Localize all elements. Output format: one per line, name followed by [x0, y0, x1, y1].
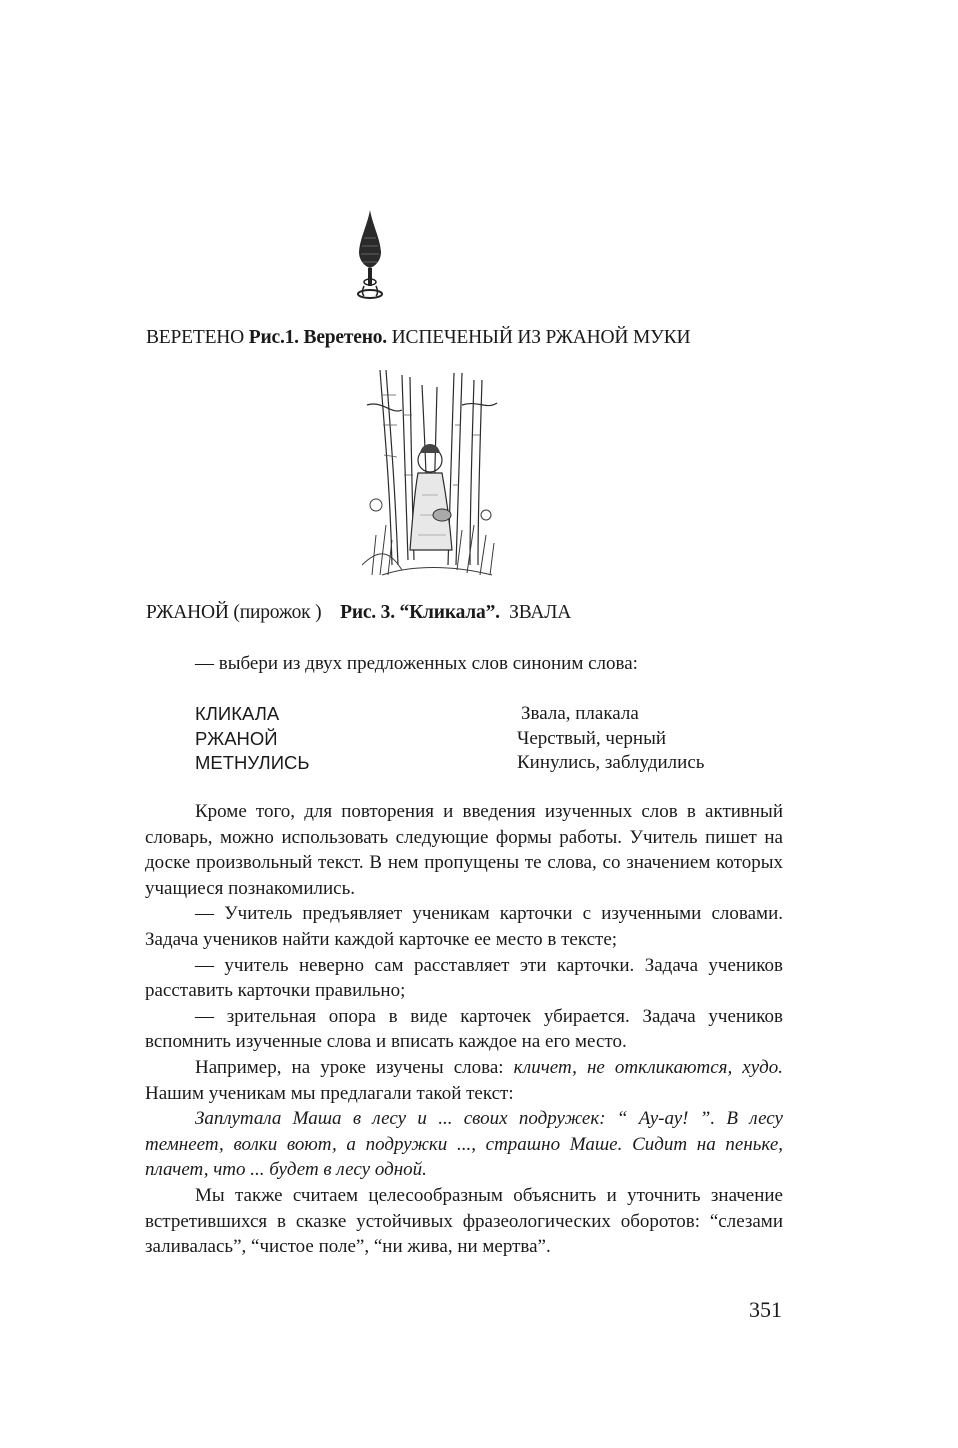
paragraph: [145, 1055, 783, 1106]
caption-3-rest: ЗВАЛА: [509, 602, 572, 623]
paragraph-text: Например, на уроке изучены слова:: [195, 1056, 514, 1078]
exercise-words: [195, 702, 310, 776]
exercise-word: МЕТНУЛИСЬ: [195, 752, 310, 773]
paragraph: — зрительная опора в виде карточек убирается. Задача учеников вспомнить изученные слова и вписать каждое на его место.: [145, 1005, 783, 1053]
exercise-instruction: — выбери из двух предложенных слов синоним слова:: [195, 653, 638, 674]
paragraph: Мы также считаем целесообразным объяснить и уточнить значение встретившихся в сказке устойчивых фразеологических оборотов: “слезами заливалась”, “чистое поле”, “ни жива, ни мертва”.: [145, 1184, 783, 1258]
spindle-illustration: [350, 208, 390, 306]
paragraph: — учитель неверно сам расставляет эти карточки. Задача учеников расставить карточки правильно;: [145, 954, 783, 1002]
girl-in-forest-illustration: [362, 365, 502, 580]
example-text: Заплутала Маша в лесу и ... своих подружек: “ Ау-ау! ”. В лесу темнеет, волки воют, а подружки ..., страшно Маше. Сидит на пеньке, плачет, что ... будет в лесу одной.: [145, 1108, 783, 1181]
exercise-option: Черствый, черный: [517, 727, 667, 749]
paragraph: [145, 1106, 783, 1183]
page-number: 351: [749, 1297, 782, 1322]
caption-3-figure-label: Рис. 3. “Кликала”.: [340, 602, 500, 623]
exercise-option: Звала, плакала: [521, 703, 639, 724]
exercise-word: РЖАНОЙ: [195, 727, 278, 749]
paragraph-italic-text: кличет, не откликаются, худо.: [513, 1056, 783, 1078]
exercise-options: [517, 702, 704, 776]
caption-3-word: РЖАНОЙ (пирожок ): [146, 602, 322, 623]
figure-3-caption: [146, 602, 571, 624]
exercise-word: КЛИКАЛА: [195, 703, 280, 724]
paragraph-text: Нашим ученикам мы предлагали такой текст:: [145, 1082, 514, 1104]
caption-1-rest: ИСПЕЧЕНЫЙ ИЗ РЖАНОЙ МУКИ: [391, 327, 691, 348]
figure-1-caption: [146, 327, 690, 349]
body-text: [145, 799, 783, 1260]
exercise-option: Кинулись, заблудились: [517, 752, 705, 773]
caption-1-figure-label: Рис.1. Веретено.: [248, 327, 387, 348]
caption-1-word: ВЕРЕТЕНО: [146, 327, 245, 348]
paragraph: Кроме того, для повторения и введения изученных слов в активный словарь, можно использовать следующие формы работы. Учитель пишет на доске произвольный текст. В нем пропущены те слова, со значением которых учащиеся познакомились.: [145, 801, 783, 899]
paragraph: — Учитель предъявляет ученикам карточки с изученными словами. Задача учеников найти каждой карточке ее место в тексте;: [145, 903, 783, 950]
